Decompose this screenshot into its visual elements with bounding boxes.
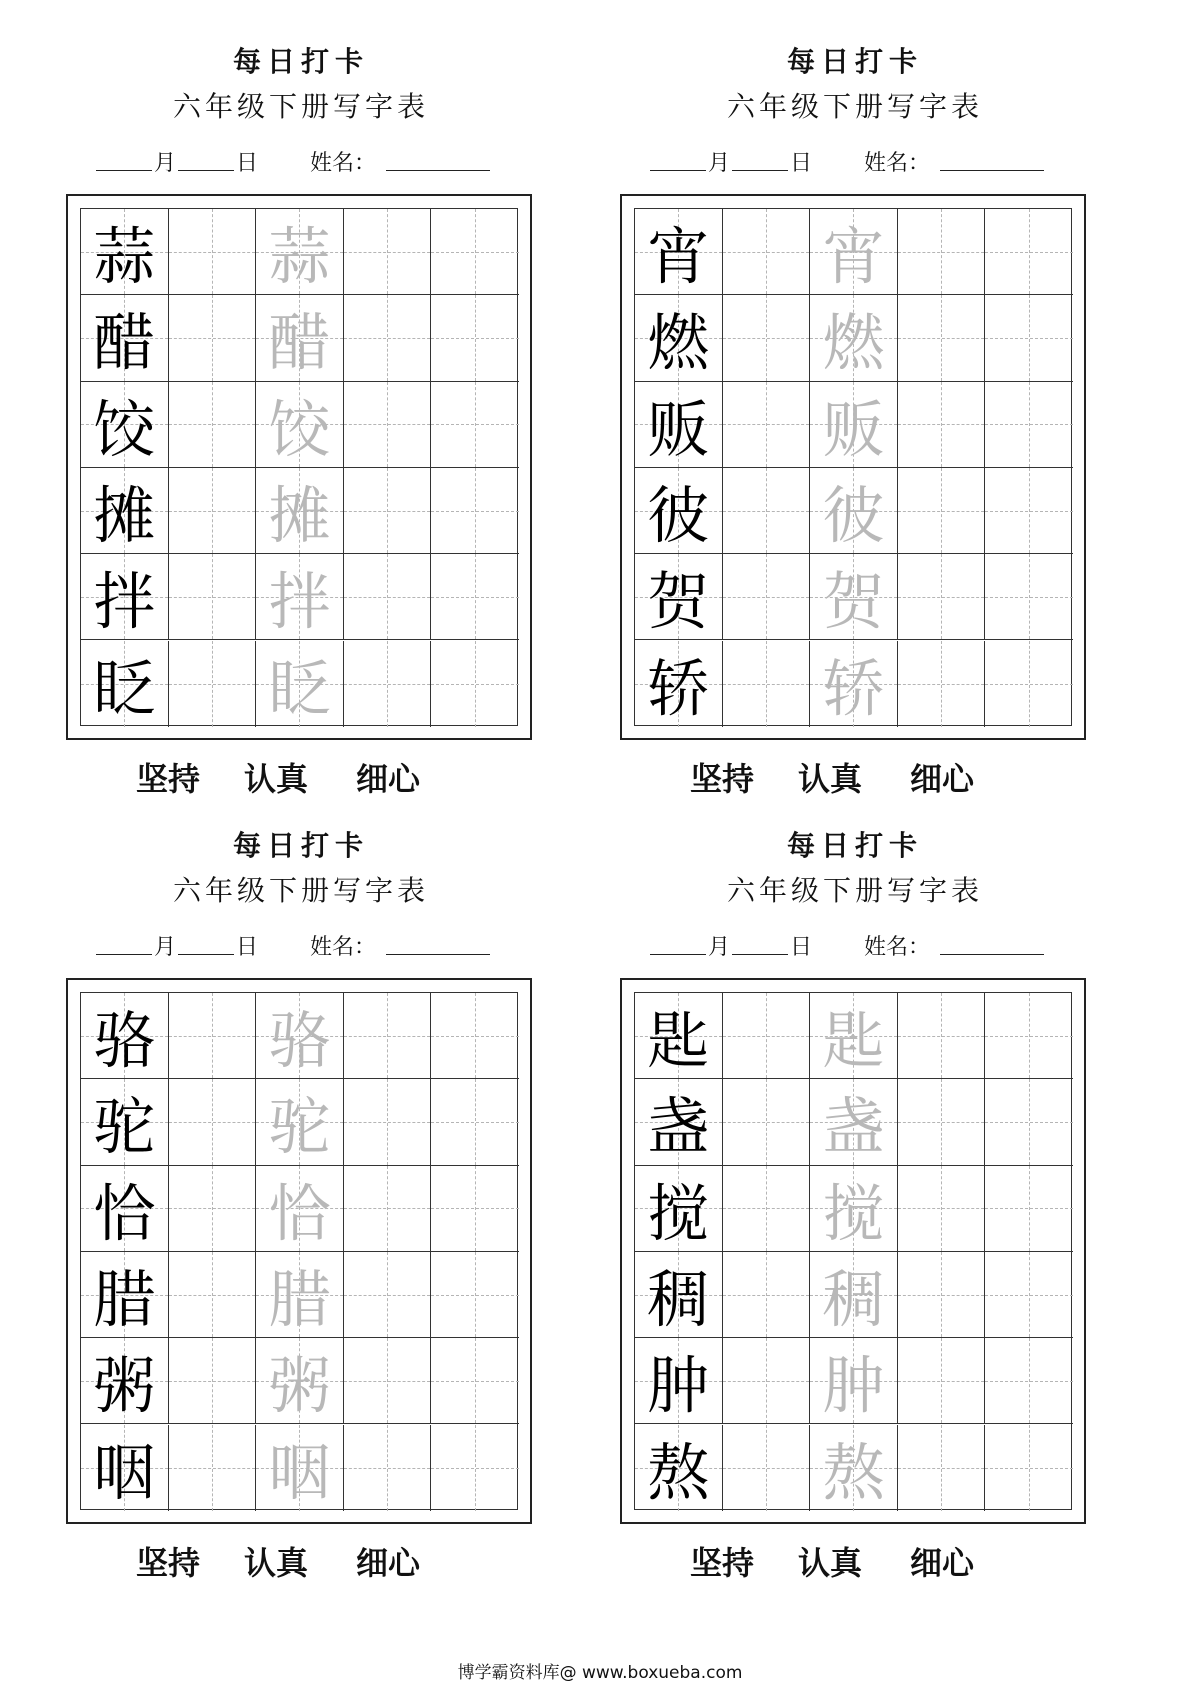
trace-cell [256,1338,344,1424]
practice-cell[interactable] [985,209,1073,295]
date-name-line [66,926,536,962]
practice-cell[interactable] [985,1252,1073,1338]
practice-cell[interactable] [431,554,519,640]
name-blank[interactable] [940,142,1044,171]
model-cell [81,1425,169,1511]
day-label: 日 [790,151,813,176]
model-cell [635,1166,723,1252]
practice-cell[interactable] [169,295,257,381]
trace-character: 摊 [268,479,331,553]
practice-cell[interactable] [898,554,986,640]
trace-cell [810,295,898,381]
practice-cell[interactable] [169,554,257,640]
practice-cell[interactable] [431,209,519,295]
practice-cell[interactable] [898,209,986,295]
practice-cell[interactable] [723,1079,811,1165]
trace-cell [810,1338,898,1424]
trace-character: 饺 [268,392,331,466]
model-character: 贩 [647,392,710,466]
motto-line [620,754,1090,800]
day-blank[interactable] [178,142,234,171]
day-blank[interactable] [178,926,234,955]
name-blank[interactable] [386,142,490,171]
card-title: 每日打卡 [232,45,369,78]
model-character: 蒜 [93,220,156,294]
model-character: 醋 [93,306,156,380]
day-blank[interactable] [732,926,788,955]
practice-card [620,826,1090,1646]
motto-line [620,1538,1090,1584]
card-subtitle: 六年级下册写字表 [726,90,983,123]
model-character: 摊 [93,479,156,553]
practice-cell[interactable] [898,295,986,381]
model-cell [635,382,723,468]
motto-careful: 细心 [910,1544,975,1582]
trace-cell [256,641,344,727]
practice-cell[interactable] [169,382,257,468]
model-cell [635,641,723,727]
practice-cell[interactable] [431,1425,519,1511]
practice-cell[interactable] [344,641,432,727]
day-label: 日 [236,151,259,176]
model-character: 搅 [647,1176,710,1250]
practice-cell[interactable] [344,1425,432,1511]
model-cell [635,1425,723,1511]
practice-cell[interactable] [344,468,432,554]
motto-persist: 坚持 [690,1544,755,1582]
practice-cell[interactable] [344,209,432,295]
practice-cell[interactable] [985,468,1073,554]
practice-cell[interactable] [723,468,811,554]
practice-cell[interactable] [344,1338,432,1424]
practice-cell[interactable] [431,468,519,554]
trace-cell [810,382,898,468]
motto-careful: 细心 [356,760,421,798]
trace-character: 贩 [822,392,885,466]
model-cell [635,993,723,1079]
practice-cell[interactable] [898,1338,986,1424]
model-character: 稠 [647,1263,710,1337]
model-cell [81,1079,169,1165]
month-blank[interactable] [96,926,152,955]
model-character: 驼 [93,1090,156,1164]
trace-character: 肿 [822,1349,885,1423]
trace-character: 彼 [822,479,885,553]
trace-cell [256,209,344,295]
motto-earnest: 认真 [798,1544,863,1582]
practice-cell[interactable] [169,209,257,295]
trace-cell [810,993,898,1079]
practice-cell[interactable] [985,1166,1073,1252]
trace-character: 贺 [822,565,885,639]
date-name-line [620,926,1090,962]
trace-cell [810,1079,898,1165]
trace-cell [810,209,898,295]
practice-cell[interactable] [344,382,432,468]
model-cell [635,1079,723,1165]
name-label: 姓名： [310,151,377,176]
motto-persist: 坚持 [136,760,201,798]
practice-cell[interactable] [723,1252,811,1338]
card-title: 每日打卡 [232,829,369,862]
name-blank[interactable] [940,926,1044,955]
model-character: 彼 [647,479,710,553]
trace-cell [256,993,344,1079]
practice-cell[interactable] [898,1252,986,1338]
writing-grid [634,208,1072,726]
practice-cell[interactable] [431,641,519,727]
motto-persist: 坚持 [136,1544,201,1582]
trace-character: 驼 [268,1090,331,1164]
model-character: 宵 [647,220,710,294]
practice-cell[interactable] [723,1166,811,1252]
practice-cell[interactable] [431,1079,519,1165]
motto-careful: 细心 [910,760,975,798]
practice-cell[interactable] [344,1166,432,1252]
practice-cell[interactable] [985,1338,1073,1424]
trace-character: 蒜 [268,220,331,294]
practice-cell[interactable] [344,1252,432,1338]
practice-cell[interactable] [431,295,519,381]
month-label: 月 [154,935,177,960]
date-name-line [66,142,536,178]
practice-cell[interactable] [898,641,986,727]
trace-character: 腊 [268,1263,331,1337]
practice-cell[interactable] [985,295,1073,381]
trace-cell [256,1166,344,1252]
model-character: 肿 [647,1349,710,1423]
practice-cell[interactable] [169,641,257,727]
month-blank[interactable] [650,926,706,955]
month-label: 月 [708,151,731,176]
day-blank[interactable] [732,142,788,171]
footer-watermark: 博学霸资料库@ www.boxueba.com [457,1663,743,1683]
model-character: 骆 [93,1004,156,1078]
practice-cell[interactable] [898,382,986,468]
model-character: 恰 [93,1176,156,1250]
model-character: 咽 [93,1436,156,1510]
trace-cell [810,641,898,727]
model-cell [81,468,169,554]
practice-cell[interactable] [723,641,811,727]
model-character: 粥 [93,1349,156,1423]
model-character: 贺 [647,565,710,639]
trace-cell [256,382,344,468]
trace-character: 盏 [822,1090,885,1164]
practice-cell[interactable] [431,382,519,468]
day-label: 日 [790,935,813,960]
trace-cell [256,1252,344,1338]
practice-cell[interactable] [985,1425,1073,1511]
model-character: 熬 [647,1436,710,1510]
practice-cell[interactable] [723,209,811,295]
model-cell [635,209,723,295]
trace-character: 恰 [268,1176,331,1250]
trace-cell [256,295,344,381]
practice-cell[interactable] [431,1338,519,1424]
model-cell [81,641,169,727]
trace-cell [810,1425,898,1511]
practice-cell[interactable] [169,993,257,1079]
model-cell [81,1166,169,1252]
motto-earnest: 认真 [798,760,863,798]
practice-cell[interactable] [431,993,519,1079]
model-character: 腊 [93,1263,156,1337]
trace-character: 轿 [822,652,885,726]
name-label: 姓名： [310,935,377,960]
practice-cell[interactable] [169,1079,257,1165]
model-character: 眨 [93,652,156,726]
card-subtitle: 六年级下册写字表 [172,90,429,123]
trace-cell [256,1079,344,1165]
model-cell [81,295,169,381]
practice-cell[interactable] [723,1425,811,1511]
date-name-line [620,142,1090,178]
motto-line [66,754,536,800]
writing-grid [80,208,518,726]
trace-cell [810,554,898,640]
writing-grid-frame [66,978,532,1524]
motto-earnest: 认真 [244,1544,309,1582]
model-character: 燃 [647,306,710,380]
trace-cell [256,1425,344,1511]
practice-card [66,42,536,862]
trace-character: 搅 [822,1176,885,1250]
writing-grid-frame [620,194,1086,740]
practice-card [66,826,536,1646]
practice-cell[interactable] [723,993,811,1079]
trace-cell [810,1166,898,1252]
trace-cell [256,468,344,554]
month-blank[interactable] [650,142,706,171]
model-cell [81,554,169,640]
card-title: 每日打卡 [786,829,923,862]
practice-cell[interactable] [344,554,432,640]
practice-cell[interactable] [344,1079,432,1165]
practice-cell[interactable] [898,1079,986,1165]
trace-character: 燃 [822,306,885,380]
trace-character: 拌 [268,565,331,639]
practice-cell[interactable] [898,993,986,1079]
practice-cell[interactable] [985,1079,1073,1165]
model-character: 盏 [647,1090,710,1164]
writing-grid [634,992,1072,1510]
writing-grid-frame [66,194,532,740]
model-character: 饺 [93,392,156,466]
practice-cell[interactable] [985,641,1073,727]
practice-cell[interactable] [723,295,811,381]
motto-persist: 坚持 [690,760,755,798]
practice-cell[interactable] [723,382,811,468]
motto-careful: 细心 [356,1544,421,1582]
day-label: 日 [236,935,259,960]
model-cell [81,1252,169,1338]
practice-cell[interactable] [169,1166,257,1252]
practice-cell[interactable] [431,1252,519,1338]
model-cell [81,209,169,295]
practice-cell[interactable] [169,1338,257,1424]
practice-cell[interactable] [169,468,257,554]
practice-cell[interactable] [723,554,811,640]
writing-grid [80,992,518,1510]
name-label: 姓名： [864,935,931,960]
trace-character: 醋 [268,306,331,380]
trace-cell [810,1252,898,1338]
model-character: 匙 [647,1004,710,1078]
trace-character: 稠 [822,1263,885,1337]
model-cell [635,1252,723,1338]
trace-character: 宵 [822,220,885,294]
practice-cell[interactable] [169,1425,257,1511]
model-cell [635,1338,723,1424]
practice-cell[interactable] [431,1166,519,1252]
model-cell [81,993,169,1079]
trace-cell [810,468,898,554]
motto-earnest: 认真 [244,760,309,798]
name-blank[interactable] [386,926,490,955]
model-character: 拌 [93,565,156,639]
card-subtitle: 六年级下册写字表 [172,874,429,907]
practice-cell[interactable] [169,1252,257,1338]
model-cell [81,382,169,468]
trace-character: 粥 [268,1349,331,1423]
model-cell [635,468,723,554]
practice-cell[interactable] [723,1338,811,1424]
motto-line [66,1538,536,1584]
practice-cell[interactable] [898,1166,986,1252]
practice-cell[interactable] [344,295,432,381]
month-blank[interactable] [96,142,152,171]
month-label: 月 [708,935,731,960]
month-label: 月 [154,151,177,176]
practice-cell[interactable] [985,382,1073,468]
practice-cell[interactable] [344,993,432,1079]
trace-character: 熬 [822,1436,885,1510]
card-title: 每日打卡 [786,45,923,78]
name-label: 姓名： [864,151,931,176]
practice-cell[interactable] [898,1425,986,1511]
trace-character: 眨 [268,652,331,726]
model-cell [635,554,723,640]
practice-card [620,42,1090,862]
trace-character: 匙 [822,1004,885,1078]
practice-cell[interactable] [985,554,1073,640]
practice-cell[interactable] [898,468,986,554]
trace-cell [256,554,344,640]
card-subtitle: 六年级下册写字表 [726,874,983,907]
trace-character: 咽 [268,1436,331,1510]
trace-character: 骆 [268,1004,331,1078]
model-character: 轿 [647,652,710,726]
model-cell [635,295,723,381]
writing-grid-frame [620,978,1086,1524]
practice-cell[interactable] [985,993,1073,1079]
model-cell [81,1338,169,1424]
